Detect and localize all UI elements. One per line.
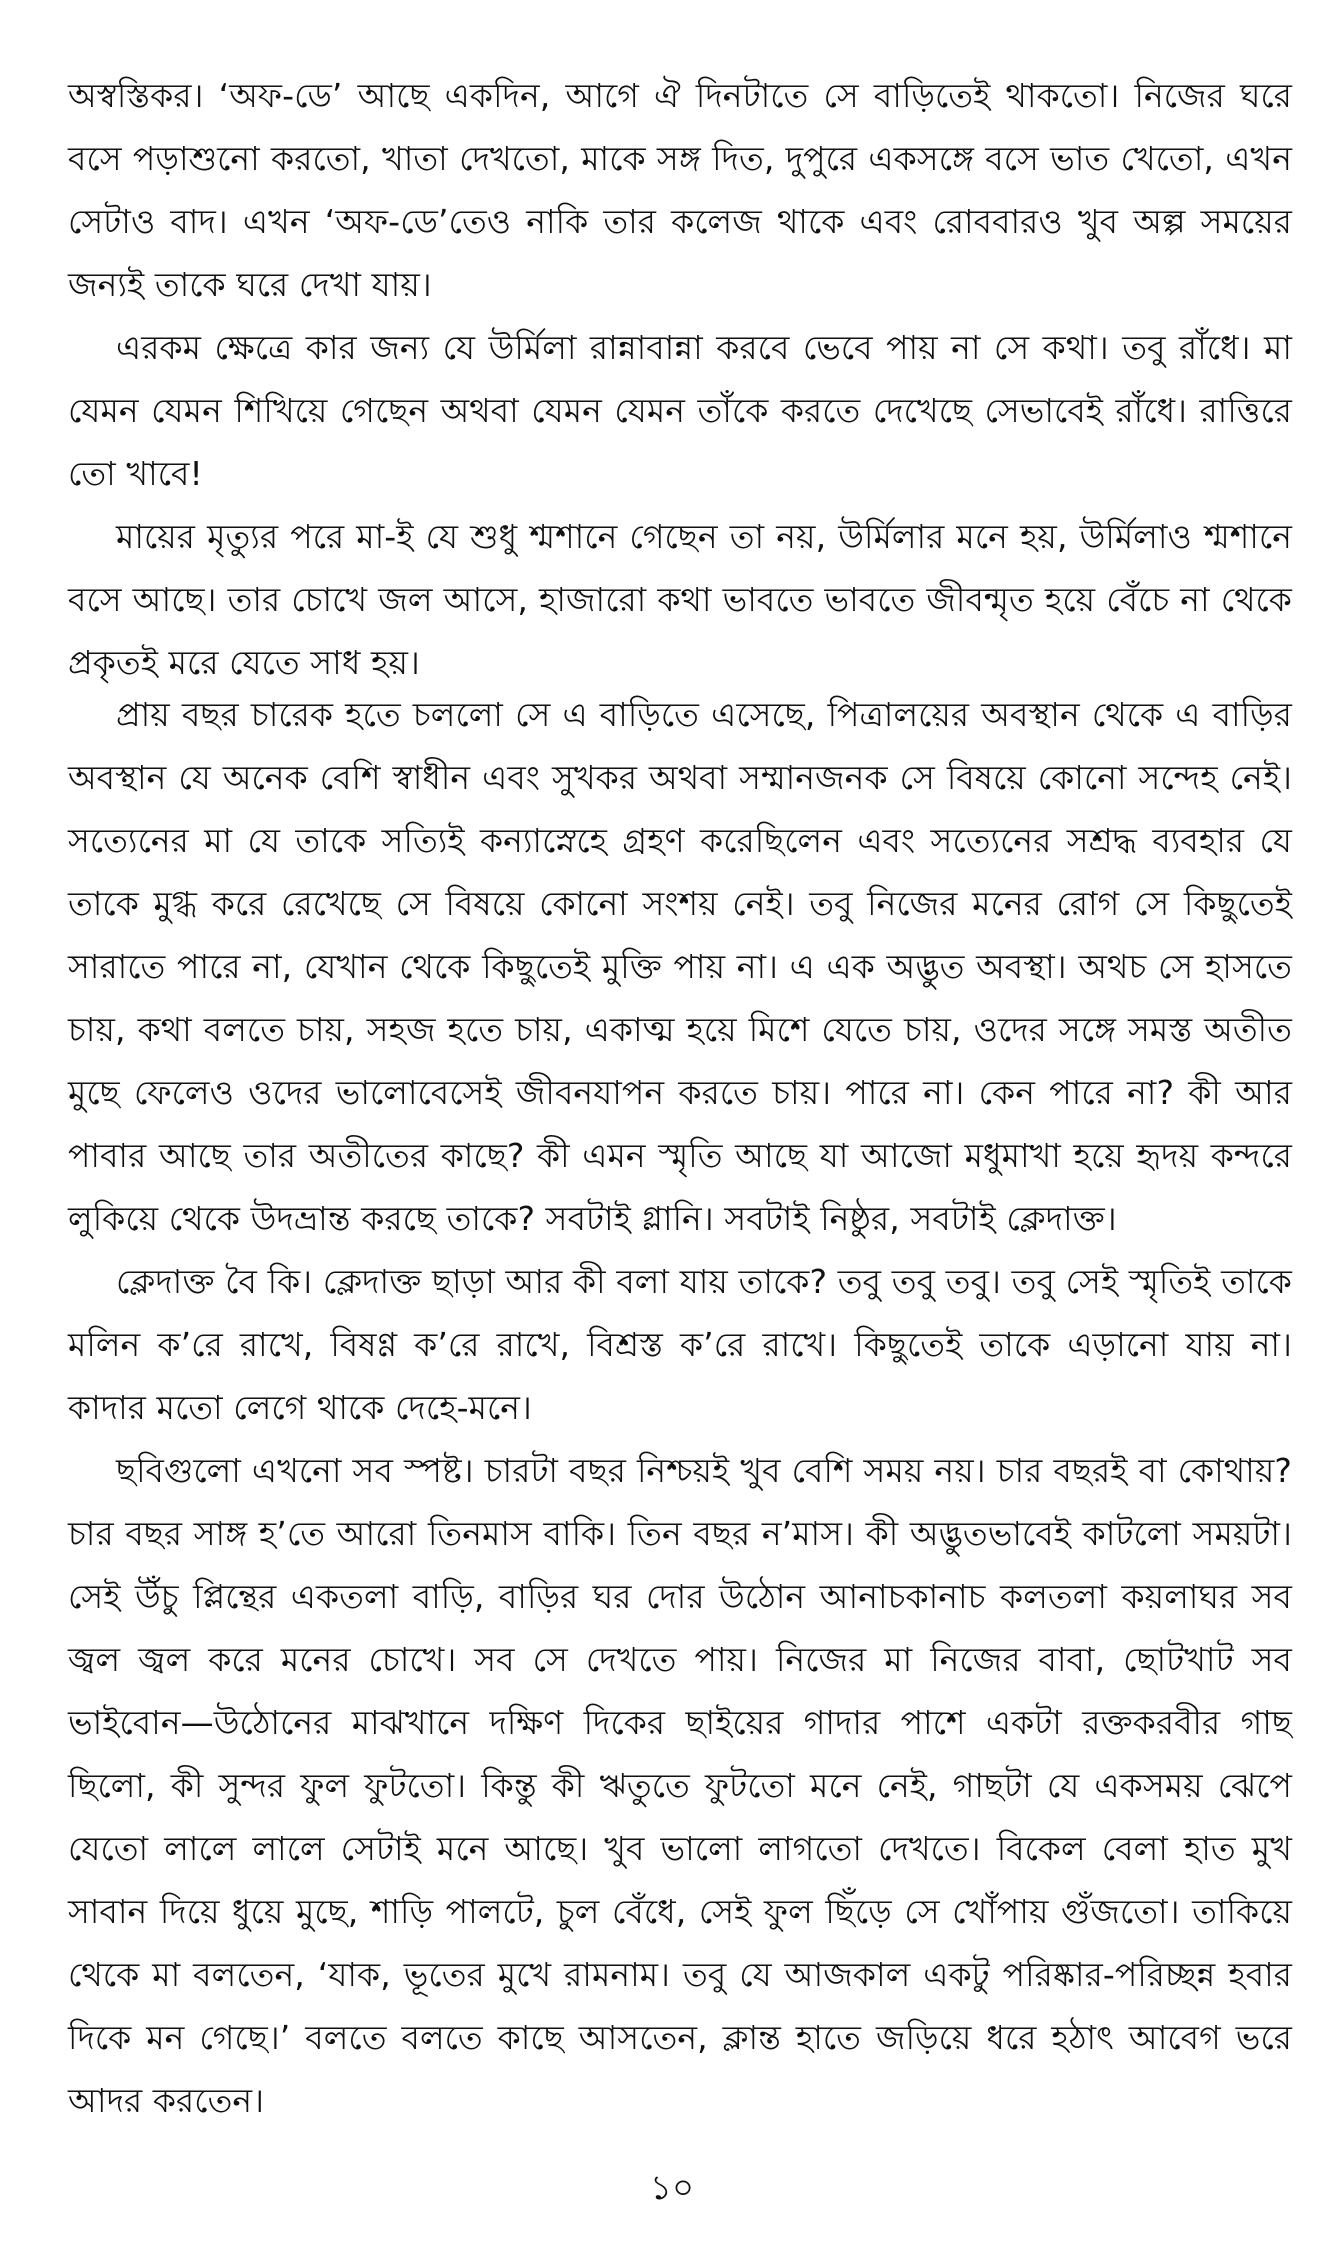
paragraph: প্রায় বছর চারেক হতে চললো সে এ বাড়িতে এসেছে, পিত্রালয়ের অবস্থান থেকে এ বাড়ির অবস্থান যে অনেক বেশি স্বাধীন এবং সুখকর অথবা সম্মানজনক সে বিষয়ে কোনো সন্দেহ নেই। সত্যেনের মা যে তাকে সত্যিই কন্যাস্নেহে গ্রহণ করেছিলেন এবং সত্যেনের সশ্রদ্ধ ব্যবহার যে তাকে মুগ্ধ করে রেখেছে সে বিষয়ে কোনো সংশয় নেই। তবু নিজের মনের রোগ সে কিছুতেই সারাতে পারে না, যেখান থেকে কিছুতেই মুক্তি পায় না। এ এক অদ্ভুত অবস্থা। অথচ সে হাসতে চায়, কথা বলতে চায়, সহজ হতে চায়, একাত্ম হয়ে মিশে যেতে চায়, ওদের সঙ্গে সমস্ত অতীত মুছে ফেলেও ওদের ভালোবেসেই জীবনযাপন করতে চায়। পারে না। কেন পারে না? কী আর পাবার আছে তার অতীতের কাছে? কী এমন স্মৃতি আছে যা আজো মধুমাখা হয়ে হৃদয় কন্দরে লুকিয়ে থেকে উদভ্রান্ত করছে তাকে? সবটাই গ্লানি। সবটাই নিষ্ঠুর, সবটাই ক্লেদাক্ত। xyxy=(68,695,1292,1238)
paragraph: ক্লেদাক্ত বৈ কি। ক্লেদাক্ত ছাড়া আর কী বলা যায় তাকে? তবু তবু তবু। তবু সেই স্মৃতিই তাকে মলিন ক’রে রাখে, বিষণ্ণ ক’রে রাখে, বিশ্রস্ত ক’রে রাখে। কিছুতেই তাকে এড়ানো যায় না। কাদার মতো লেগে থাকে দেহে-মনে। xyxy=(68,1262,1292,1427)
paragraph: অস্বস্তিকর। ‘অফ-ডে’ আছে একদিন, আগে ঐ দিনটাতে সে বাড়িতেই থাকতো। নিজের ঘরে বসে পড়াশুনো করতো, খাতা দেখতো, মাকে সঙ্গ দিত, দুপুরে একসঙ্গে বসে ভাত খেতো, এখন সেটাও বাদ। এখন ‘অফ-ডে’তেও নাকি তার কলেজ থাকে এবং রোববারও খুব অল্প সময়ের জন্যই তাকে ঘরে দেখা যায়। xyxy=(68,76,1292,304)
page-number: ১০ xyxy=(649,2168,695,2208)
paragraph: মায়ের মৃত্যুর পরে মা-ই যে শুধু শ্মশানে গেছেন তা নয়, উর্মিলার মনে হয়, উর্মিলাও শ্মশানে বসে আছে। তার চোখে জল আসে, হাজারো কথা ভাবতে ভাবতে জীবন্মৃত হয়ে বেঁচে না থেকে প্রকৃতই মরে যেতে সাধ হয়। xyxy=(68,517,1292,682)
text-section-1 xyxy=(68,64,1292,694)
text-section-2 xyxy=(68,683,1292,2132)
paragraph: ছবিগুলো এখনো সব স্পষ্ট। চারটা বছর নিশ্চয়ই খুব বেশি সময় নয়। চার বছরই বা কোথায়? চার বছর সাঙ্গ হ’তে আরো তিনমাস বাকি। তিন বছর ন’মাস। কী অদ্ভুতভাবেই কাটলো সময়টা। সেই উঁচু প্লিন্থের একতলা বাড়ি, বাড়ির ঘর দোর উঠোন আনাচকানাচ কলতলা কয়লাঘর সব জ্বল জ্বল করে মনের চোখে। সব সে দেখতে পায়। নিজের মা নিজের বাবা, ছোটখাট সব ভাইবোন—উঠোনের মাঝখানে দক্ষিণ দিকের ছাইয়ের গাদার পাশে একটা রক্তকরবীর গাছ ছিলো, কী সুন্দর ফুল ফুটতো। কিন্তু কী ঋতুতে ফুটতো মনে নেই, গাছটা যে একসময় ঝেপে যেতো লালে লালে সেটাই মনে আছে। খুব ভালো লাগতো দেখতে। বিকেল বেলা হাত মুখ সাবান দিয়ে ধুয়ে মুছে, শাড়ি পালটে, চুল বেঁধে, সেই ফুল ছিঁড়ে সে খোঁপায় গুঁজতো। তাকিয়ে থেকে মা বলতেন, ‘যাক, ভূতের মুখে রামনাম। তবু যে আজকাল একটু পরিষ্কার-পরিচ্ছন্ন হবার দিকে মন গেছে।’ বলতে বলতে কাছে আসতেন, ক্লান্ত হাতে জড়িয়ে ধরে হঠাৎ আবেগ ভরে আদর করতেন। xyxy=(68,1451,1292,2120)
paragraph: এরকম ক্ষেত্রে কার জন্য যে উর্মিলা রান্নাবান্না করবে ভেবে পায় না সে কথা। তবু রাঁধে। মা যেমন যেমন শিখিয়ে গেছেন অথবা যেমন যেমন তাঁকে করতে দেখেছে সেভাবেই রাঁধে। রাত্তিরে তো খাবে! xyxy=(68,328,1292,493)
